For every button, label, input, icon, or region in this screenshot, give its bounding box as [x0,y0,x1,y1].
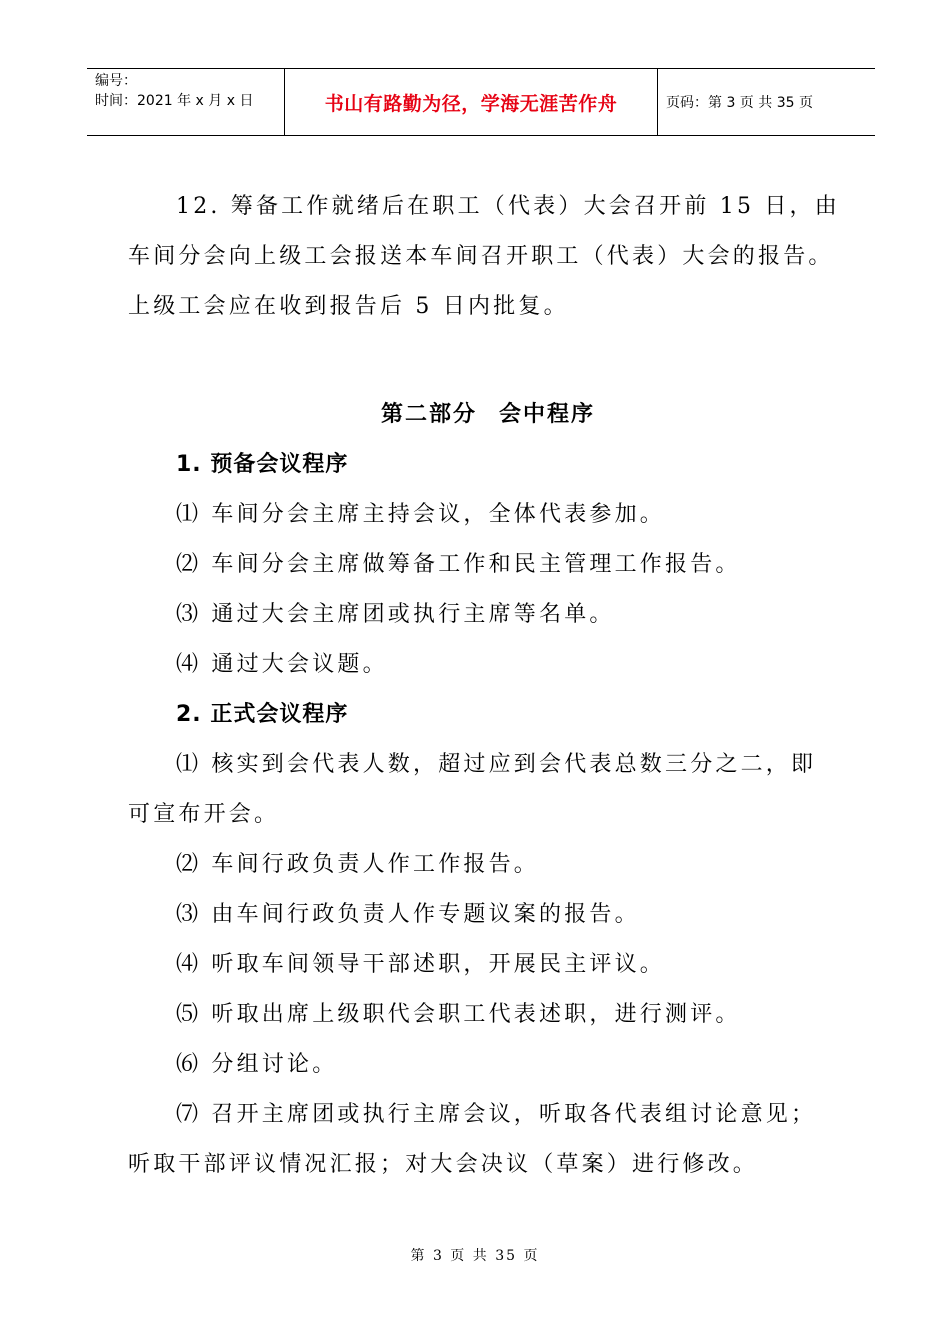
section2-item1-line1: ⑴ 核实到会代表人数，超过应到会代表总数三分之二，即 [176,752,817,777]
section2-item: ⑵ 车间行政负责人作工作报告。 [176,852,539,877]
page-footer: 第 3 页 共 35 页 [410,1248,540,1264]
section2-item7-line2: 听取干部评议情况汇报；对大会决议（草案）进行修改。 [128,1152,759,1177]
page-header [87,68,875,136]
section2-item1-line2: 可宣布开会。 [128,802,280,827]
section2-item7-line1: ⑺ 召开主席团或执行主席会议，听取各代表组讨论意见； [176,1102,817,1127]
section1-heading: 1. 预备会议程序 [176,452,349,477]
section1-item: ⑴ 车间分会主席主持会议，全体代表参加。 [176,502,665,527]
document-number-label: 编号： [95,73,137,89]
header-meta [87,69,285,135]
header-page-label: 页码：第 3 页 共 35 页 [666,95,813,111]
paragraph-item12-line2: 车间分会向上级工会报送本车间召开职工（代表）大会的报告。 [128,244,834,269]
header-slogan: 书山有路勤为径，学海无涯苦作舟 [285,69,658,135]
section1-item: ⑶ 通过大会主席团或执行主席等名单。 [176,602,615,627]
part-title-name: 会中程序 [499,402,596,427]
section2-item: ⑷ 听取车间领导干部述职，开展民主评议。 [176,952,665,977]
section2-item: ⑸ 听取出席上级职代会职工代表述职，进行测评。 [176,1002,741,1027]
section2-item: ⑹ 分组讨论。 [176,1052,338,1077]
document-date-label: 时间：2021 年 x 月 x 日 [95,93,254,109]
part-title-number: 第二部分 [380,402,477,427]
section2-heading: 2. 正式会议程序 [176,702,349,727]
section1-item: ⑵ 车间分会主席做筹备工作和民主管理工作报告。 [176,552,741,577]
section2-item: ⑶ 由车间行政负责人作专题议案的报告。 [176,902,640,927]
paragraph-item12-line3: 上级工会应在收到报告后 5 日内批复。 [128,294,569,319]
section1-item: ⑷ 通过大会议题。 [176,652,388,677]
document-body [128,182,848,1190]
part-title [128,390,848,440]
paragraph-item12-line1: 12. 筹备工作就绪后在职工（代表）大会召开前 15 日，由 [176,194,840,219]
